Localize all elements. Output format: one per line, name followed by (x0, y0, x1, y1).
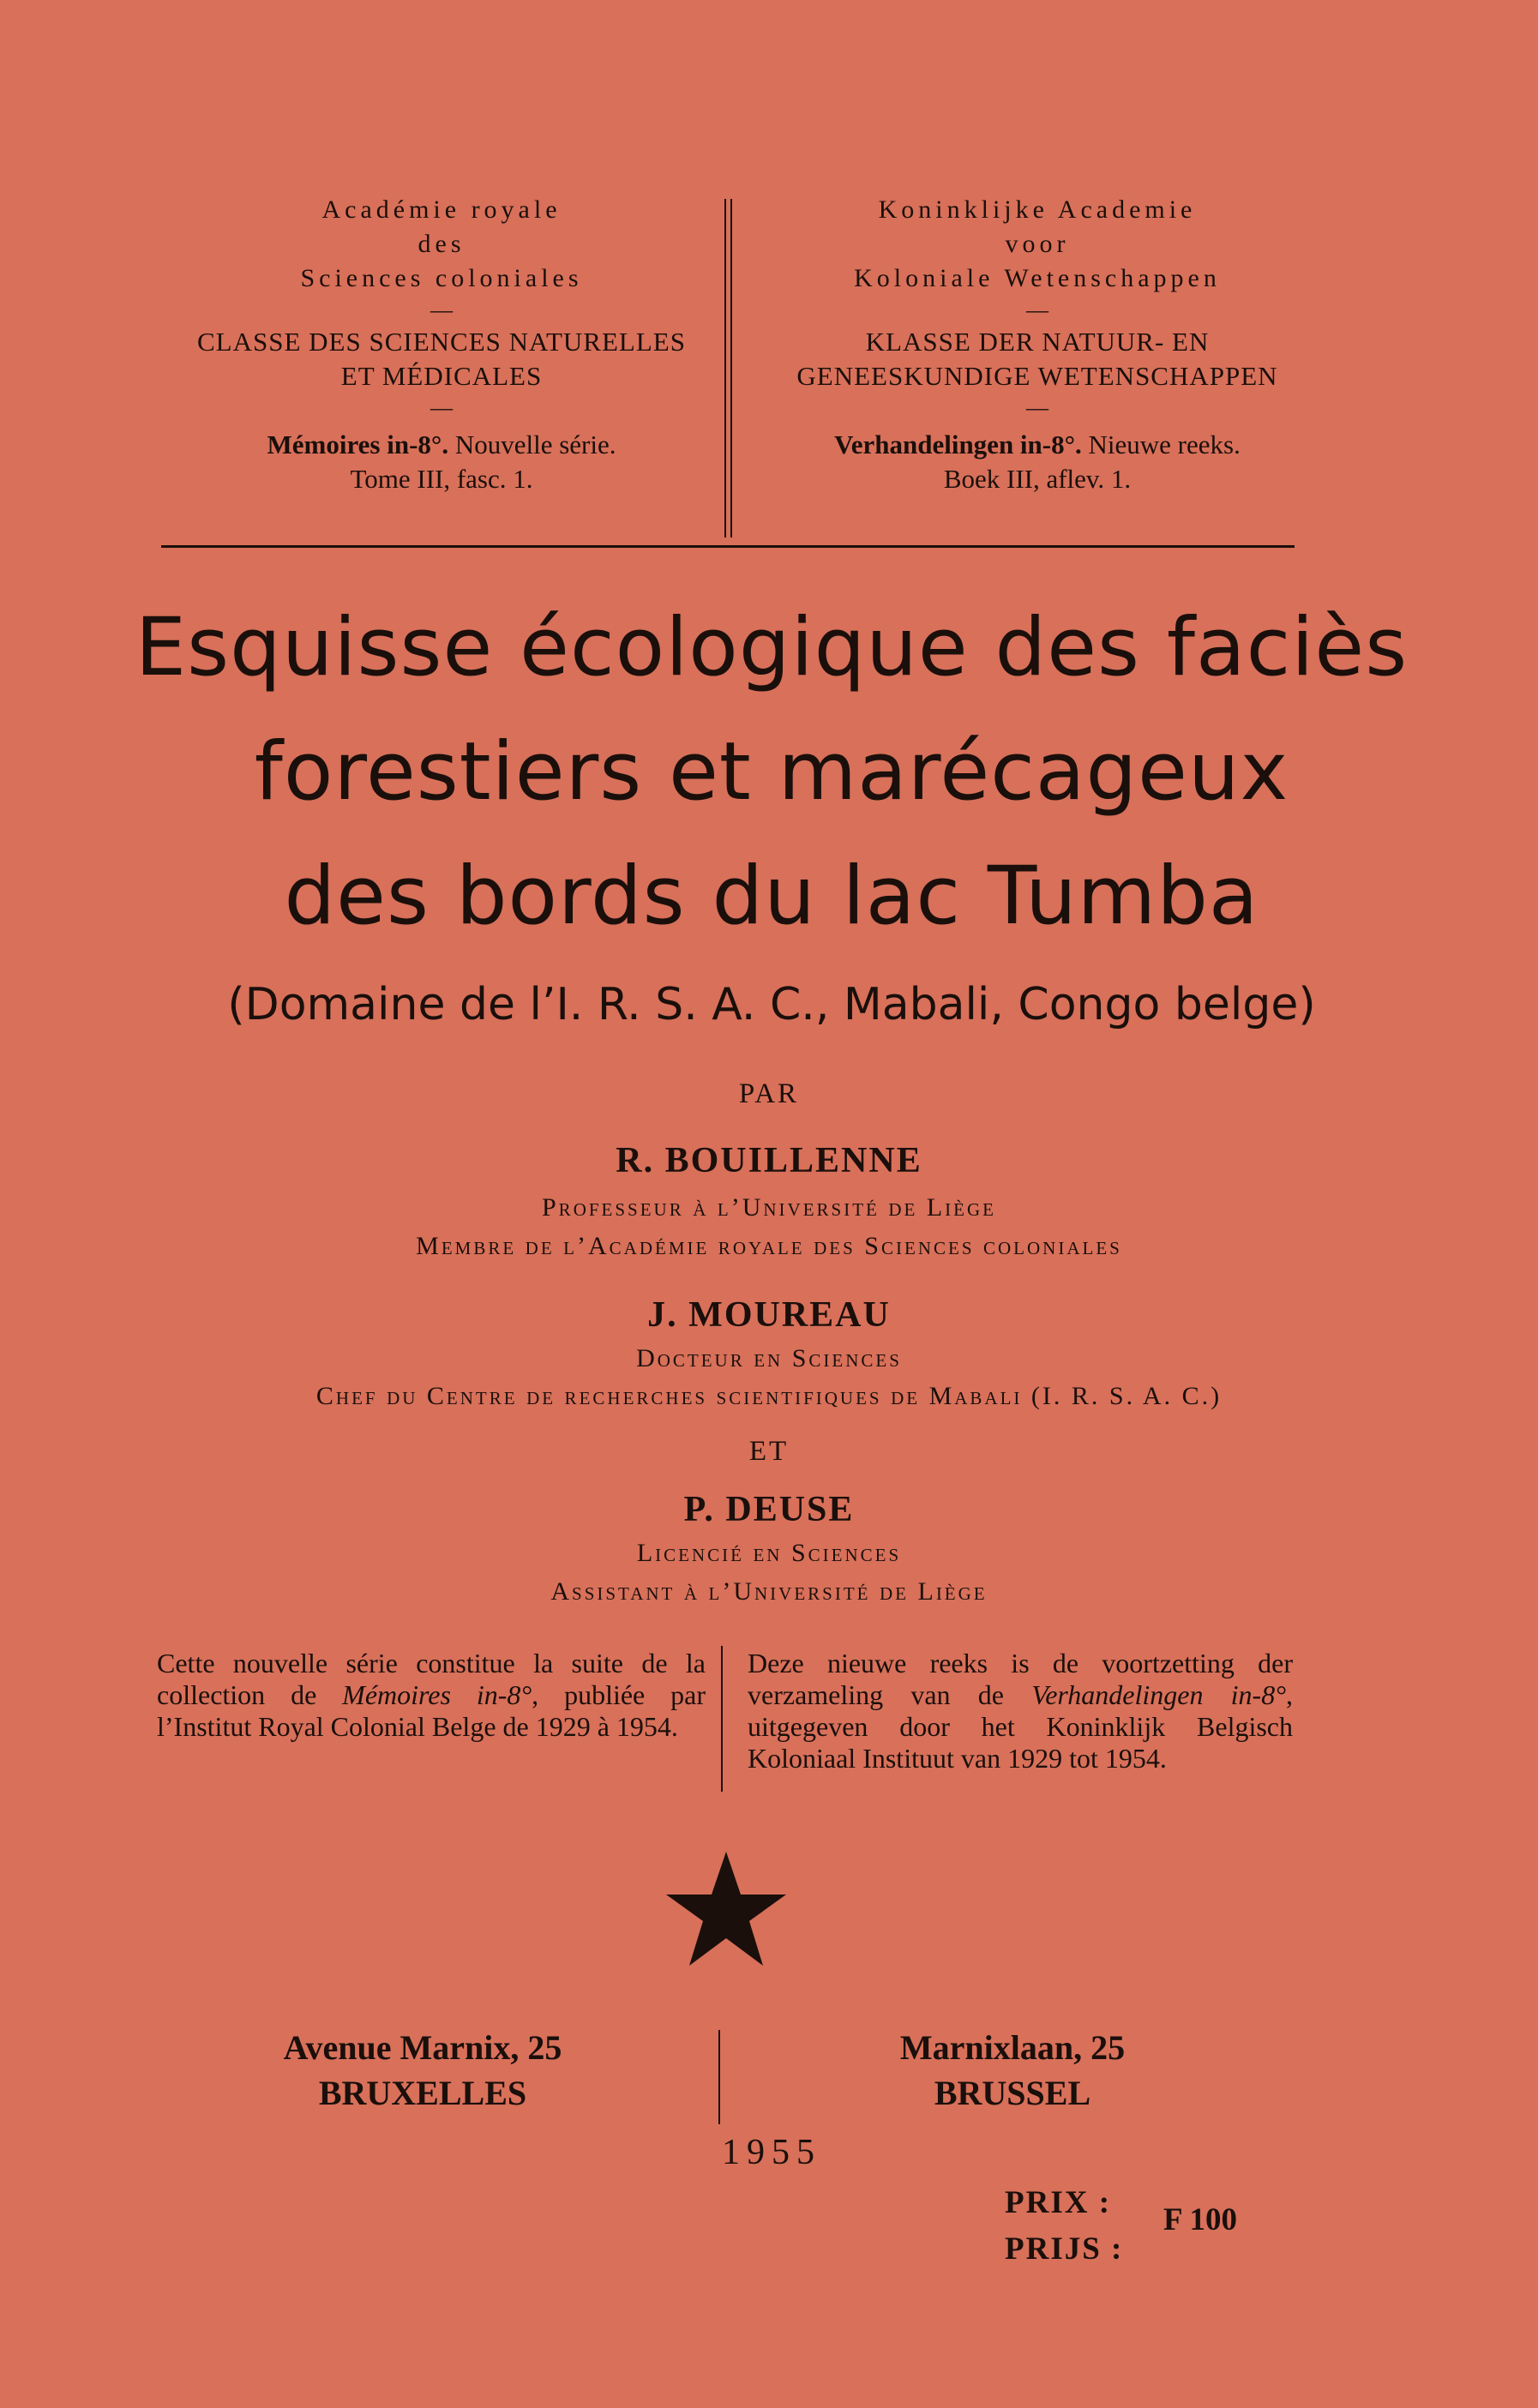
title-line: Esquisse écologique des faciès (135, 601, 1409, 694)
author-name: R. BOUILLENNE (616, 1141, 922, 1180)
academy-line: des (418, 230, 466, 258)
separator-dash: — (430, 395, 453, 420)
header-divider-line (730, 199, 732, 537)
address-line: BRUSSEL (934, 2074, 1091, 2112)
series-bold: Mémoires in-8°. (267, 429, 449, 459)
star-icon (664, 1852, 788, 1968)
classe-line: KLASSE DER NATUUR- EN (865, 327, 1210, 357)
academy-line: Académie royale (321, 195, 562, 224)
address-fr (208, 2025, 637, 2116)
note-nl (748, 1648, 1293, 1774)
author-affiliation: Membre de l’Académie royale des Sciences coloniales (416, 1232, 1122, 1260)
academy-line: Koninklijke Academie (878, 195, 1197, 224)
address-line: Avenue Marnix, 25 (283, 2028, 562, 2067)
price-label: PRIX : (1005, 2185, 1112, 2220)
separator-dash: — (1026, 297, 1048, 322)
address-divider-line (718, 2030, 720, 2124)
series-rest: Nieuwe reeks. (1081, 429, 1241, 459)
price-labels (1005, 2180, 1123, 2273)
academy-line: voor (1005, 230, 1070, 258)
header-divider-line (724, 199, 726, 537)
author-affiliation: Assistant à l’Université de Liège (550, 1577, 988, 1606)
note-italic: Verhandelingen in-8° (1031, 1679, 1287, 1710)
tome-nl: Boek III, aflev. 1. (943, 464, 1132, 494)
price-value: F 100 (1163, 2202, 1237, 2237)
classe-fr (150, 325, 733, 393)
header-left (150, 193, 733, 496)
title-line: forestiers et marécageux (254, 725, 1289, 819)
note-text: Deze nieuwe reeks is de voortzetting der verzameling van de (748, 1648, 1293, 1710)
academy-name-nl (746, 193, 1329, 296)
par-label: PAR (738, 1078, 800, 1109)
main-title (86, 585, 1457, 958)
title-line: des bords du lac Tumba (284, 850, 1259, 943)
note-text: Cette nouvelle série constitue la suite de la collection de (157, 1648, 706, 1710)
academy-name-fr (150, 193, 733, 296)
subtitle: (Domaine de l’I. R. S. A. C., Mabali, Congo belge) (227, 979, 1316, 1030)
address-line: BRUXELLES (318, 2074, 527, 2112)
author-affiliation: Docteur en Sciences (636, 1344, 902, 1372)
classe-nl (746, 325, 1329, 393)
academy-line: Sciences coloniales (300, 264, 583, 292)
note-text: , uitgegeven door het Koninklijk Belgisch Koloniaal Instituut van 1929 tot 1954. (748, 1679, 1294, 1774)
author-affiliation: Professeur à l’Université de Liège (542, 1193, 996, 1222)
academy-line: Koloniale Wetenschappen (854, 264, 1221, 292)
series-bold: Verhandelingen in-8°. (834, 429, 1082, 459)
address-line: Marnixlaan, 25 (899, 2028, 1126, 2067)
classe-line: GENEESKUNDIGE WETENSCHAPPEN (796, 361, 1278, 391)
et-label: ET (748, 1436, 790, 1467)
author-name: P. DEUSE (683, 1490, 855, 1529)
separator-dash: — (1026, 395, 1048, 420)
address-nl (798, 2025, 1227, 2116)
header-right (746, 193, 1329, 496)
classe-line: CLASSE DES SCIENCES NATURELLES (197, 327, 686, 357)
series-rest: Nouvelle série. (448, 429, 616, 459)
tome-fr: Tome III, fasc. 1. (350, 464, 533, 494)
price-label: PRIJS : (1005, 2231, 1124, 2267)
series-nl (746, 428, 1329, 462)
note-italic: Mémoires in-8° (342, 1679, 532, 1710)
separator-dash: — (430, 297, 453, 322)
header-rule (161, 545, 1295, 548)
series-fr (150, 428, 733, 462)
note-text: , publiée par l’Institut Royal Colonial Belge de 1929 à 1954. (157, 1679, 706, 1742)
author-affiliation: Licencié en Sciences (636, 1539, 902, 1567)
publication-year: 1955 (722, 2133, 821, 2172)
author-name: J. MOUREAU (647, 1295, 891, 1335)
note-fr (157, 1648, 706, 1743)
notes-divider-line (721, 1646, 723, 1792)
author-affiliation: Chef du Centre de recherches scientifiques de Mabali (I. R. S. A. C.) (315, 1382, 1223, 1410)
classe-line: ET MÉDICALES (340, 361, 543, 391)
